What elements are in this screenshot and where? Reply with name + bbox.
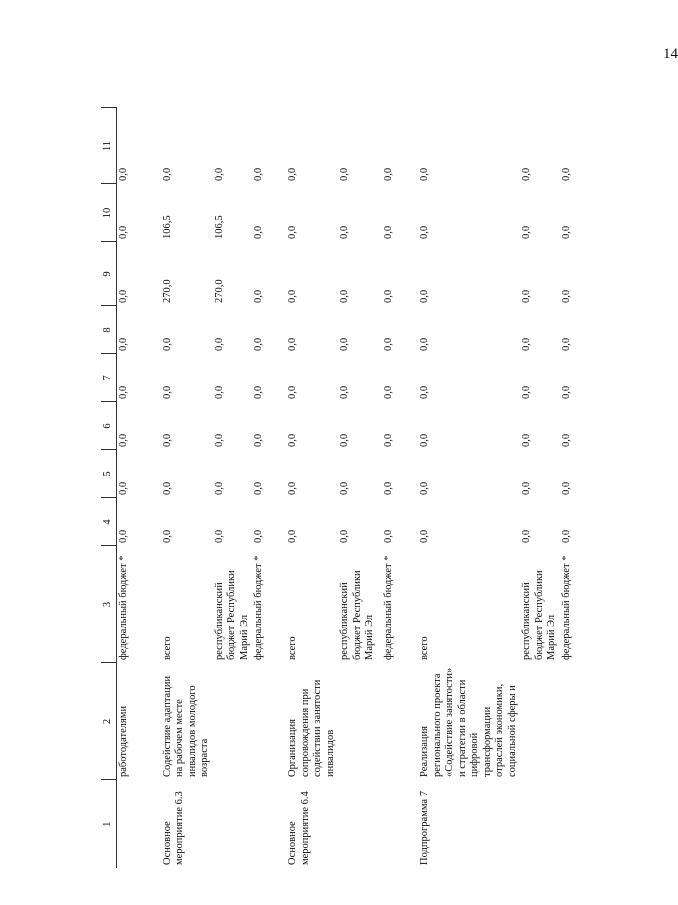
value-cell: 0,0	[383, 167, 394, 181]
activity-cell	[382, 663, 418, 780]
value-cell: 0,0	[287, 337, 298, 351]
funding-source-cell: федеральный бюджет *	[560, 555, 572, 660]
value-cell: 0,0	[383, 481, 394, 495]
funding-source-cell: федеральный бюджет *	[253, 555, 264, 660]
value-cell: 0,0	[383, 225, 394, 239]
value-cell: 0,0	[161, 433, 173, 447]
funding-source-cell: федеральный бюджет *	[383, 555, 394, 660]
program-cell	[252, 780, 286, 868]
value-cell: 0,0	[253, 433, 264, 447]
value-cell: 0,0	[253, 225, 264, 239]
value-cell: 0,0	[253, 167, 264, 181]
value-cell: 0,0	[213, 433, 225, 447]
value-cell: 0,0	[161, 529, 173, 543]
activity-cell: Реализация регионального проекта «Содействие занятости» и стратегии в области цифровой трансформации отраслей экономики, социальной сферы и	[419, 667, 518, 777]
value-cell: 0,0	[560, 289, 572, 303]
value-cell: 0,0	[339, 385, 350, 399]
value-cell: 0,0	[339, 289, 350, 303]
value-cell: 0,0	[419, 529, 430, 543]
value-cell: 0,0	[118, 167, 129, 181]
value-cell: 0,0	[287, 481, 298, 495]
value-cell: 0,0	[213, 481, 225, 495]
table-row	[213, 108, 253, 868]
value-cell: 0,0	[287, 385, 298, 399]
funding-source-cell: республиканский бюджет Республики Марий Эл	[339, 570, 375, 660]
value-cell: 0,0	[339, 433, 350, 447]
value-cell: 0,0	[118, 289, 129, 303]
table-row	[117, 108, 161, 868]
table-row	[418, 108, 520, 868]
value-cell: 106,5	[213, 215, 225, 239]
program-cell	[382, 780, 418, 868]
value-cell: 0,0	[419, 225, 430, 239]
value-cell: 270,0	[213, 279, 225, 303]
value-cell: 0,0	[253, 337, 264, 351]
value-cell: 0,0	[560, 385, 572, 399]
program-cell	[117, 780, 161, 868]
value-cell: 0,0	[118, 337, 129, 351]
program-cell	[213, 780, 253, 868]
value-cell: 0,0	[383, 337, 394, 351]
table-row	[382, 108, 418, 868]
budget-table-rotated	[101, 108, 641, 868]
program-cell	[520, 780, 560, 868]
value-cell: 0,0	[560, 337, 572, 351]
value-cell: 0,0	[118, 481, 129, 495]
value-cell: 0,0	[287, 529, 298, 543]
value-cell: 0,0	[287, 225, 298, 239]
value-cell: 0,0	[560, 433, 572, 447]
funding-source-cell: всего	[287, 636, 298, 660]
header-cell: 3	[101, 546, 117, 663]
header-cell: 10	[101, 184, 117, 242]
value-cell: 0,0	[419, 385, 430, 399]
table-body	[117, 108, 620, 868]
program-cell	[560, 780, 620, 868]
value-cell: 0,0	[521, 529, 532, 543]
table-row	[338, 108, 382, 868]
header-cell: 11	[101, 108, 117, 184]
value-cell: 0,0	[419, 167, 430, 181]
value-cell: 0,0	[161, 337, 173, 351]
table-row	[286, 108, 338, 868]
activity-cell	[520, 663, 560, 780]
value-cell: 0,0	[253, 289, 264, 303]
value-cell: 0,0	[521, 289, 532, 303]
header-cell: 2	[101, 663, 117, 780]
header-cell: 9	[101, 242, 117, 306]
activity-cell	[252, 663, 286, 780]
value-cell: 0,0	[383, 385, 394, 399]
activity-cell: Организация сопровождения при содействии занятости инвалидов	[287, 679, 336, 777]
header-cell: 8	[101, 306, 117, 354]
header-cell: 6	[101, 402, 117, 450]
funding-source-cell: федеральный бюджет *	[118, 555, 129, 660]
header-cell: 4	[101, 498, 117, 546]
value-cell: 0,0	[521, 433, 532, 447]
funding-source-cell: республиканский бюджет Республики Марий Эл	[521, 570, 557, 660]
activity-cell	[213, 663, 253, 780]
value-cell: 0,0	[521, 167, 532, 181]
activity-cell: работодателями	[118, 705, 129, 777]
value-cell: 0,0	[118, 385, 129, 399]
value-cell: 106,5	[161, 215, 173, 239]
program-cell	[338, 780, 382, 868]
table-row	[161, 108, 213, 868]
table-row	[560, 108, 620, 868]
value-cell: 0,0	[161, 167, 173, 181]
value-cell: 0,0	[339, 337, 350, 351]
value-cell: 0,0	[161, 481, 173, 495]
value-cell: 0,0	[118, 225, 129, 239]
header-cell: 1	[101, 780, 117, 868]
table-row	[252, 108, 286, 868]
value-cell: 0,0	[253, 385, 264, 399]
funding-source-cell: всего	[161, 636, 173, 660]
value-cell: 0,0	[339, 529, 350, 543]
value-cell: 0,0	[339, 167, 350, 181]
value-cell: 0,0	[560, 481, 572, 495]
value-cell: 0,0	[253, 529, 264, 543]
value-cell: 0,0	[253, 481, 264, 495]
value-cell: 0,0	[339, 225, 350, 239]
value-cell: 0,0	[419, 481, 430, 495]
value-cell: 0,0	[383, 529, 394, 543]
program-cell: Основное мероприятие 6.4	[287, 791, 311, 865]
header-cell: 5	[101, 450, 117, 498]
value-cell: 0,0	[419, 289, 430, 303]
budget-table	[101, 108, 620, 869]
value-cell: 0,0	[213, 167, 225, 181]
value-cell: 0,0	[118, 433, 129, 447]
value-cell: 270,0	[161, 279, 173, 303]
table-row	[520, 108, 560, 868]
value-cell: 0,0	[419, 337, 430, 351]
value-cell: 0,0	[419, 433, 430, 447]
activity-cell	[560, 663, 620, 780]
value-cell: 0,0	[560, 167, 572, 181]
value-cell: 0,0	[560, 529, 572, 543]
program-cell: Основное мероприятие 6.3	[161, 791, 185, 865]
funding-source-cell: республиканский бюджет Республики Марий Эл	[213, 570, 250, 660]
value-cell: 0,0	[521, 225, 532, 239]
value-cell: 0,0	[213, 385, 225, 399]
page-number: 14	[663, 46, 678, 62]
program-cell: Подпрограмма 7	[419, 791, 430, 865]
activity-cell: Содействие адаптации на рабочем месте инвалидов молодого возраста	[161, 675, 210, 777]
value-cell: 0,0	[287, 289, 298, 303]
value-cell: 0,0	[560, 225, 572, 239]
value-cell: 0,0	[287, 167, 298, 181]
table-header	[101, 108, 117, 868]
header-cell: 7	[101, 354, 117, 402]
value-cell: 0,0	[521, 385, 532, 399]
activity-cell	[338, 663, 382, 780]
value-cell: 0,0	[521, 481, 532, 495]
value-cell: 0,0	[521, 337, 532, 351]
value-cell: 0,0	[383, 433, 394, 447]
value-cell: 0,0	[118, 529, 129, 543]
value-cell: 0,0	[287, 433, 298, 447]
value-cell: 0,0	[213, 337, 225, 351]
value-cell: 0,0	[213, 529, 225, 543]
value-cell: 0,0	[161, 385, 173, 399]
value-cell: 0,0	[339, 481, 350, 495]
value-cell: 0,0	[383, 289, 394, 303]
funding-source-cell: всего	[419, 636, 430, 660]
